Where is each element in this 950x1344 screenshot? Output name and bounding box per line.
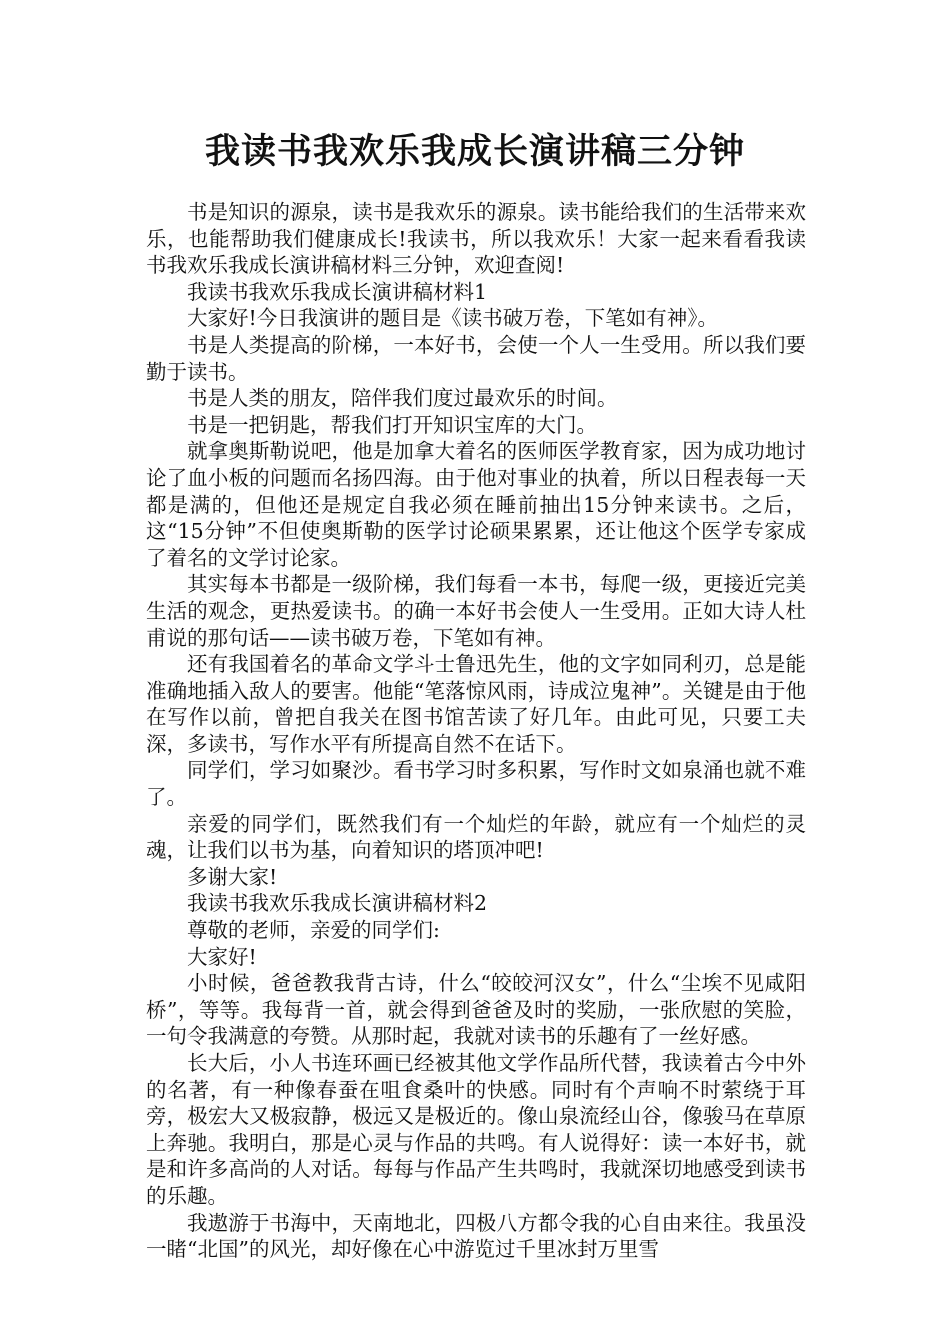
section-heading: 我读书我欢乐我成长演讲稿材料2 xyxy=(187,891,488,916)
paragraph: 书是人类的朋友，陪伴我们度过最欢乐的时间。 xyxy=(187,386,618,411)
paragraph: 其实每本书都是一级阶梯，我们每看一本书，每爬一级，更接近完美生活的观念，更热爱读书。的确一本好书会使人一生受用。正如大诗人杜甫说的那句话——读书破万卷，下笔如有神。 xyxy=(146,572,806,650)
paragraph: 亲爱的同学们，既然我们有一个灿烂的年龄，就应有一个灿烂的灵魂，让我们以书为基，向着知识的塔顶冲吧! xyxy=(146,811,806,863)
paragraph: 多谢大家! xyxy=(187,864,278,889)
section-heading: 我读书我欢乐我成长演讲稿材料1 xyxy=(187,279,488,304)
paragraph: 书是一把钥匙，帮我们打开知识宝库的大门。 xyxy=(187,412,597,437)
paragraph: 尊敬的老师，亲爱的同学们: xyxy=(187,918,440,943)
paragraph: 我遨游于书海中，天南地北，四极八方都令我的心自由来往。我虽没一睹“北国”的风光，却好像在心中游览过千里冰封万里雪 xyxy=(146,1210,806,1262)
document-body xyxy=(146,199,806,1263)
paragraph: 大家好! xyxy=(187,944,257,969)
paragraph: 长大后，小人书连环画已经被其他文学作品所代替，我读着古今中外的名著，有一种像春蚕在咀食桑叶的快感。同时有个声响不时萦绕于耳旁，极宏大又极寂静，极远又是极近的。像山泉流经山谷，像骏马在草原上奔驰。我明白，那是心灵与作品的共鸣。有人说得好：读一本好书，就是和许多高尚的人对话。每每与作品产生共鸣时，我就深切地感受到读书的乐趣。 xyxy=(146,1051,806,1208)
paragraph: 同学们，学习如聚沙。看书学习时多积累，写作时文如泉涌也就不难了。 xyxy=(146,758,806,810)
paragraph: 大家好!今日我演讲的题目是《读书破万卷，下笔如有神》。 xyxy=(187,306,718,331)
paragraph: 还有我国着名的革命文学斗士鲁迅先生，他的文字如同利刃，总是能准确地插入敌人的要害。他能“笔落惊风雨，诗成泣鬼神”。关键是由于他在写作以前，曾把自我关在图书馆苦读了好几年。由此可见，只要工夫深，多读书，写作水平有所提高自然不在话下。 xyxy=(146,652,806,756)
paragraph: 就拿奥斯勒说吧，他是加拿大着名的医师医学教育家，因为成功地讨论了血小板的问题而名扬四海。由于他对事业的执着，所以日程表每一天都是满的，但他还是规定自我必须在睡前抽出15分钟来读书。之后，这“15分钟”不但使奥斯勒的医学讨论硕果累累，还让他这个医学专家成了着名的文学讨论家。 xyxy=(146,439,806,570)
paragraph: 书是人类提高的阶梯，一本好书，会使一个人一生受用。所以我们要勤于读书。 xyxy=(146,332,806,384)
paragraph: 小时候，爸爸教我背古诗，什么“皎皎河汉女”，什么“尘埃不见咸阳桥”，等等。我每背一首，就会得到爸爸及时的奖励，一张欣慰的笑脸，一句令我满意的夸赞。从那时起，我就对读书的乐趣有了一丝好感。 xyxy=(146,971,806,1049)
document-title: 我读书我欢乐我成长演讲稿三分钟 xyxy=(204,131,745,172)
paragraph: 书是知识的源泉，读书是我欢乐的源泉。读书能给我们的生活带来欢乐，也能帮助我们健康成长!我读书，所以我欢乐！大家一起来看看我读书我欢乐我成长演讲稿材料三分钟，欢迎查阅! xyxy=(146,200,806,278)
